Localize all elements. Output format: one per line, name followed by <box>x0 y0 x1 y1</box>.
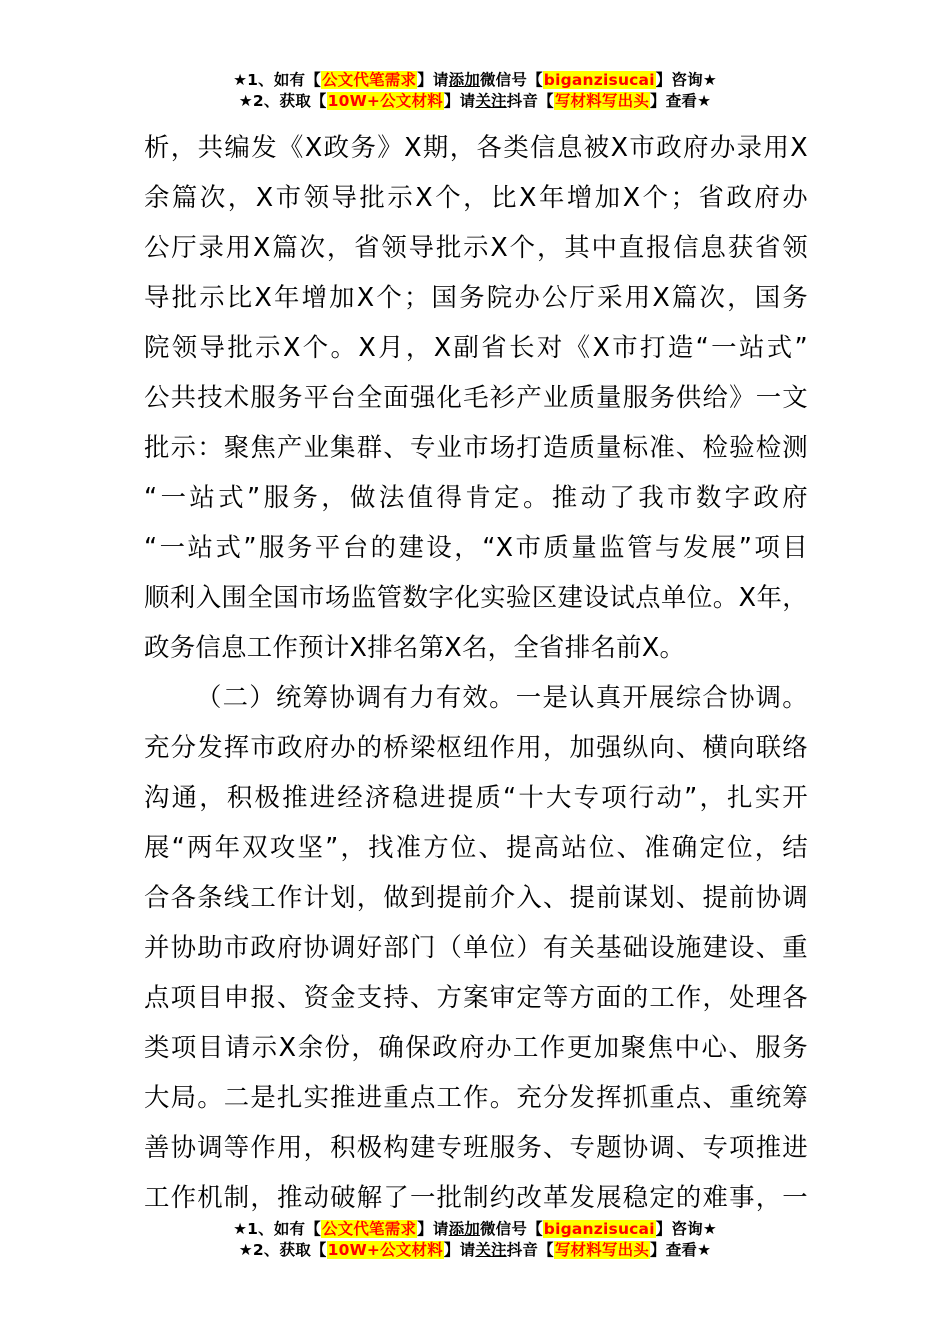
banner-line-2 <box>0 91 950 112</box>
banner-underline: 关注 <box>475 1241 507 1259</box>
banner-text: 】咨询★ <box>655 1220 717 1238</box>
banner-text: 】查看★ <box>650 1241 712 1259</box>
banner-text: 】请 <box>443 1241 476 1259</box>
body-line: 大局。二是扎实推进重点工作。充分发挥抓重点、重统筹 <box>144 1082 808 1112</box>
banner-text: 抖音【 <box>506 92 554 110</box>
body-line: 导批示比X年增加X个；国务院办公厅采用X篇次，国务 <box>144 282 808 312</box>
banner-text: ★1、如有【 <box>233 1220 321 1238</box>
header-ad-banner <box>0 70 950 112</box>
body-line: 顺利入围全国市场监管数字化实验区建设试点单位。X年， <box>144 582 808 612</box>
banner-underline: 添加 <box>448 71 480 89</box>
body-line: 公共技术服务平台全面强化毛衫产业质量服务供给》一文 <box>144 382 808 412</box>
banner-underline: 关注 <box>475 92 507 110</box>
banner-highlight: 10W+公文材料 <box>327 1241 443 1259</box>
body-line: 善协调等作用，积极构建专班服务、专题协调、专项推进 <box>144 1132 808 1162</box>
banner-underline: 添加 <box>448 1220 480 1238</box>
body-line: 公厅录用X篇次，省领导批示X个，其中直报信息获省领 <box>144 232 808 262</box>
banner-text: ★2、获取【 <box>238 1241 327 1259</box>
banner-line-1 <box>0 1219 950 1240</box>
banner-highlight: 公文代笔需求 <box>321 71 417 89</box>
footer-ad-banner <box>0 1219 950 1261</box>
banner-highlight: biganzisucai <box>543 71 655 89</box>
banner-highlight: 写材料写出头 <box>554 92 650 110</box>
banner-highlight: 写材料写出头 <box>554 1241 650 1259</box>
body-line: “一站式”服务平台的建设，“X市质量监管与发展”项目 <box>144 532 808 562</box>
banner-line-1 <box>0 70 950 91</box>
banner-text: 】请 <box>417 1220 449 1238</box>
banner-highlight: 公文代笔需求 <box>321 1220 417 1238</box>
banner-text: 微信号【 <box>479 71 543 89</box>
body-line: 充分发挥市政府办的桥梁枢纽作用，加强纵向、横向联络 <box>144 732 808 762</box>
body-line: 工作机制，推动破解了一批制约改革发展稳定的难事，一 <box>144 1182 808 1212</box>
banner-text: 】请 <box>443 92 476 110</box>
banner-text: 微信号【 <box>479 1220 543 1238</box>
banner-text: ★1、如有【 <box>233 71 321 89</box>
banner-text: 】查看★ <box>650 92 712 110</box>
body-line: 析，共编发《X政务》X期，各类信息被X市政府办录用X <box>144 132 808 162</box>
section-heading-line: （二）统筹协调有力有效。一是认真开展综合协调。 <box>196 682 808 712</box>
body-line: 院领导批示X个。X月，X副省长对《X市打造“一站式” <box>144 332 808 362</box>
body-line: 沟通，积极推进经济稳进提质“十大专项行动”，扎实开 <box>144 782 808 812</box>
banner-line-2 <box>0 1240 950 1261</box>
banner-text: 抖音【 <box>506 1241 554 1259</box>
body-line: 并协助市政府协调好部门（单位）有关基础设施建设、重 <box>144 932 808 962</box>
body-line: 点项目申报、资金支持、方案审定等方面的工作，处理各 <box>144 982 808 1012</box>
banner-text: 】请 <box>417 71 449 89</box>
body-line: 政务信息工作预计X排名第X名，全省排名前X。 <box>144 632 686 662</box>
document-body <box>144 122 808 1222</box>
banner-text: ★2、获取【 <box>238 92 327 110</box>
banner-text: 】咨询★ <box>655 71 717 89</box>
banner-highlight: 10W+公文材料 <box>327 92 443 110</box>
body-line: 批示：聚焦产业集群、专业市场打造质量标准、检验检测 <box>144 432 808 462</box>
body-line: 余篇次，X市领导批示X个，比X年增加X个；省政府办 <box>144 182 808 212</box>
body-line: 类项目请示X余份，确保政府办工作更加聚焦中心、服务 <box>144 1032 808 1062</box>
body-line: 展“两年双攻坚”，找准方位、提高站位、准确定位，结 <box>144 832 808 862</box>
banner-highlight: biganzisucai <box>543 1220 655 1238</box>
body-line: 合各条线工作计划，做到提前介入、提前谋划、提前协调 <box>144 882 808 912</box>
body-line: “一站式”服务，做法值得肯定。推动了我市数字政府 <box>144 482 808 512</box>
